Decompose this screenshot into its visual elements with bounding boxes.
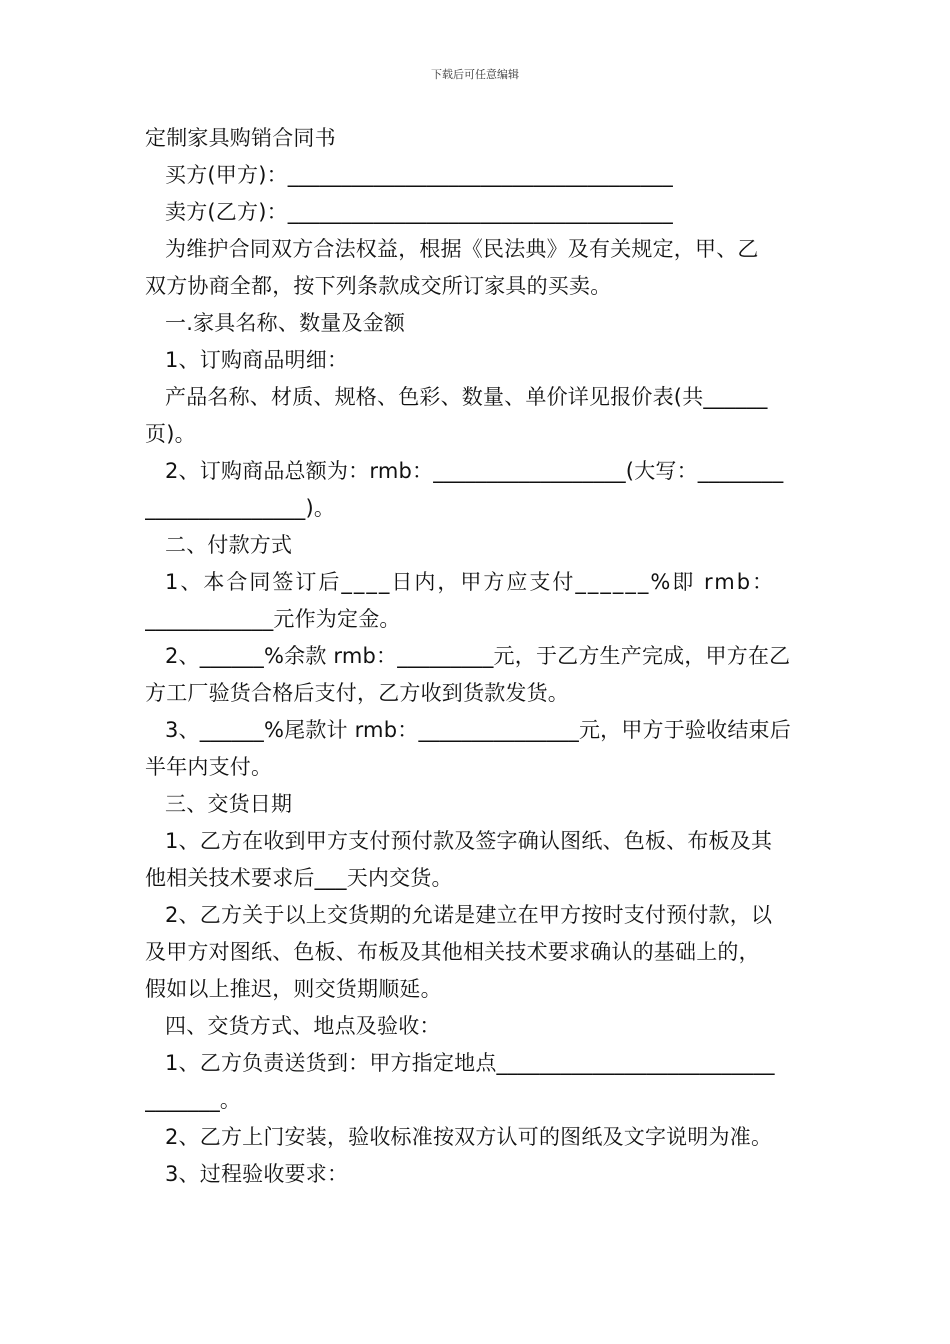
document-title: 定制家具购销合同书 [145,126,336,150]
clause-1-1-detail-a: 产品名称、材质、规格、色彩、数量、单价详见报价表(共______ [165,385,768,409]
clause-3-1-a: 1、乙方在收到甲方支付预付款及签字确认图纸、色板、布板及其 [165,829,773,853]
seller-line: 卖方(乙方)：____________________________________ [165,200,673,224]
header-note: 下载后可任意编辑 [431,68,519,81]
clause-3-1-b: 他相关技术要求后___天内交货。 [145,866,453,890]
clause-4-2: 2、乙方上门安装，验收标准按双方认可的图纸及文字说明为准。 [165,1125,773,1149]
clause-3-2-a: 2、乙方关于以上交货期的允诺是建立在甲方按时支付预付款，以 [165,903,773,927]
clause-2-2-a: 2、______%余款 rmb：_________元，于乙方生产完成，甲方在乙 [165,644,791,668]
clause-2-3-a: 3、______%尾款计 rmb：_______________元，甲方于验收结束后 [165,718,791,742]
clause-4-1-b: _______。 [145,1088,242,1112]
document-body [145,120,807,1193]
section-heading-3: 三、交货日期 [165,792,293,816]
clause-1-2-b: _______________)。 [145,496,336,520]
clause-2-1-b: ____________元作为定金。 [145,607,401,631]
clause-4-1-a: 1、乙方负责送货到：甲方指定地点__________________________ [165,1051,775,1075]
preamble-line-2: 双方协商全都，按下列条款成交所订家具的买卖。 [145,274,612,298]
clause-2-2-b: 方工厂验货合格后支付，乙方收到货款发货。 [145,681,569,705]
clause-3-2-b: 及甲方对图纸、色板、布板及其他相关技术要求确认的基础上的， [145,940,760,964]
clause-2-3-b: 半年内支付。 [145,755,273,779]
clause-1-1-detail-b: 页)。 [145,422,196,446]
clause-1-1: 1、订购商品明细： [165,348,349,372]
section-heading-4: 四、交货方式、地点及验收： [165,1014,441,1038]
clause-4-3: 3、过程验收要求： [165,1162,349,1186]
buyer-line: 买方(甲方)：____________________________________ [165,163,673,187]
preamble-line-1: 为维护合同双方合法权益，根据《民法典》及有关规定，甲、乙 [165,237,759,261]
section-heading-2: 二、付款方式 [165,533,293,557]
clause-2-1-a: 1、本合同签订后____日内，甲方应支付______%即 rmb： [165,570,776,594]
clause-3-2-c: 假如以上推迟，则交货期顺延。 [145,977,442,1001]
clause-1-2-a: 2、订购商品总额为：rmb：__________________(大写：________ [165,459,784,483]
section-heading-1: 一.家具名称、数量及金额 [165,311,406,335]
